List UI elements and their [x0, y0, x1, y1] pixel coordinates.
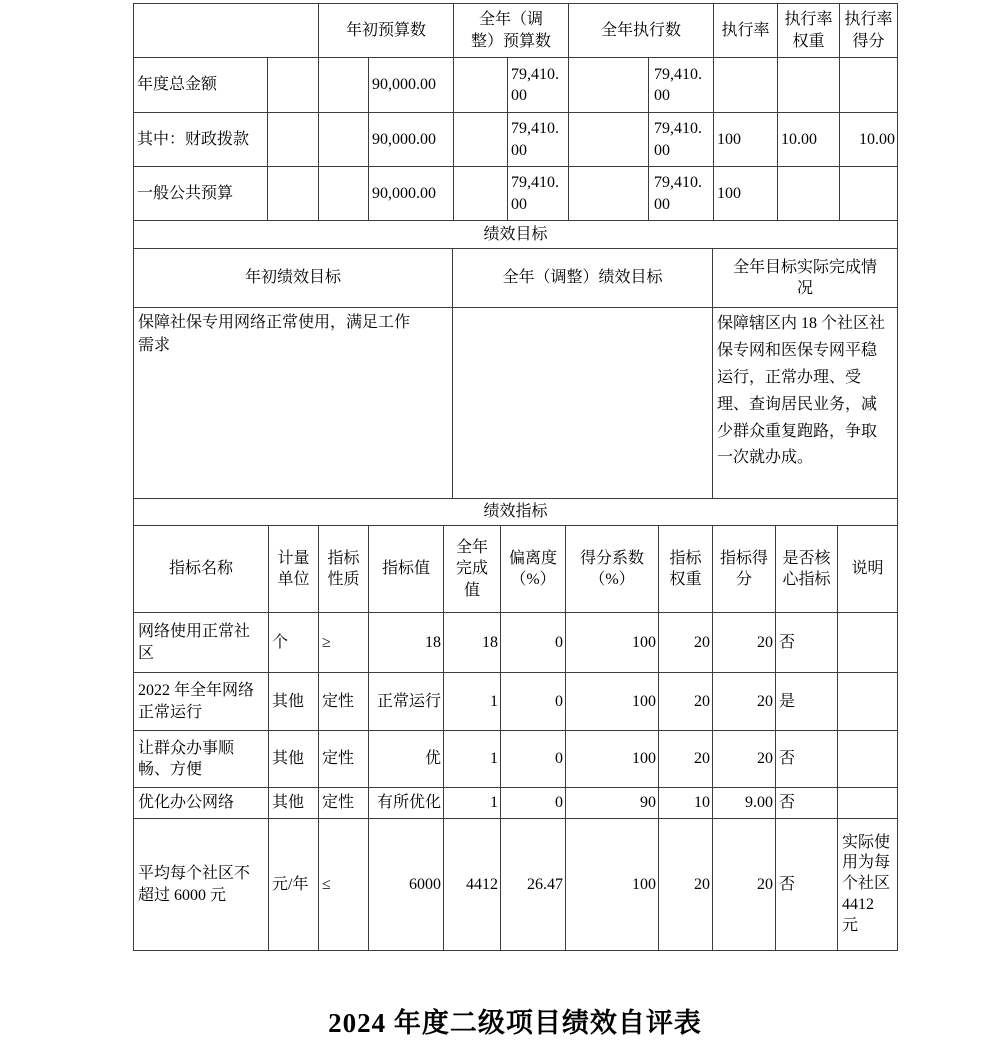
indicator-header-weight: 指标权重 — [659, 526, 713, 613]
indicator-unit: 元/年 — [269, 819, 319, 951]
exec-rate-weight-value: 10.00 — [778, 113, 840, 167]
indicator-completed: 1 — [444, 788, 501, 819]
goal-banner-row — [134, 221, 898, 249]
indicator-unit: 其他 — [269, 731, 319, 788]
goal-header-row — [134, 249, 898, 308]
blank-cell — [319, 167, 369, 221]
page-title: 2024 年度二级项目绩效自评表 — [328, 1008, 702, 1038]
actual-completion-text: 保障辖区内 18 个社区社保专网和医保专网平稳运行，正常办理、受理、查询居民业务，减少群众重复跑路，争取一次就办成。 — [713, 308, 898, 499]
indicator-name: 网络使用正常社区 — [134, 613, 269, 673]
blank-cell — [454, 58, 508, 113]
indicator-completed: 18 — [444, 613, 501, 673]
indicator-header-coefficient: 得分系数（%） — [566, 526, 659, 613]
indicator-deviation: 0 — [501, 613, 566, 673]
performance-report — [133, 3, 897, 951]
blank-cell — [319, 58, 369, 113]
indicator-header-target: 指标值 — [369, 526, 444, 613]
indicator-coefficient: 100 — [566, 613, 659, 673]
indicator-nature: ≥ — [319, 613, 369, 673]
blank-cell — [569, 58, 649, 113]
indicator-header-core: 是否核心指标 — [776, 526, 838, 613]
indicator-table — [133, 498, 898, 951]
adjusted-budget-value: 79,410.00 — [508, 113, 569, 167]
indicator-core: 否 — [776, 731, 838, 788]
executed-value: 79,410.00 — [649, 167, 714, 221]
indicator-note — [838, 731, 898, 788]
budget-row-fiscal — [134, 113, 898, 167]
indicator-header-nature: 指标性质 — [319, 526, 369, 613]
indicator-target: 18 — [369, 613, 444, 673]
exec-rate-value: 100 — [714, 167, 778, 221]
indicator-header-row — [134, 526, 898, 613]
blank-cell — [268, 167, 319, 221]
indicator-nature: 定性 — [319, 673, 369, 731]
budget-header-blank — [134, 4, 319, 58]
initial-goal-text: 保障社保专用网络正常使用，满足工作需求 — [134, 308, 453, 499]
goal-section-title: 绩效目标 — [134, 221, 898, 249]
budget-header-exec-rate-score: 执行率得分 — [840, 4, 898, 58]
indicator-weight: 20 — [659, 819, 713, 951]
indicator-row — [134, 788, 898, 819]
exec-rate-score-value — [840, 167, 898, 221]
indicator-weight: 20 — [659, 613, 713, 673]
indicator-core: 否 — [776, 613, 838, 673]
indicator-deviation: 0 — [501, 731, 566, 788]
indicator-nature: 定性 — [319, 788, 369, 819]
budget-header-exec-rate: 执行率 — [714, 4, 778, 58]
exec-rate-score-value: 10.00 — [840, 113, 898, 167]
indicator-score: 20 — [713, 819, 776, 951]
budget-header-initial: 年初预算数 — [319, 4, 454, 58]
adjusted-budget-value: 79,410.00 — [508, 58, 569, 113]
budget-row-label: 年度总金额 — [134, 58, 268, 113]
initial-budget-value: 90,000.00 — [369, 113, 454, 167]
blank-cell — [319, 113, 369, 167]
adjusted-budget-value: 79,410.00 — [508, 167, 569, 221]
budget-row-total — [134, 58, 898, 113]
indicator-header-deviation: 偏离度（%） — [501, 526, 566, 613]
indicator-name: 让群众办事顺畅、方便 — [134, 731, 269, 788]
indicator-row — [134, 673, 898, 731]
indicator-score: 20 — [713, 613, 776, 673]
indicator-unit: 个 — [269, 613, 319, 673]
indicator-core: 否 — [776, 788, 838, 819]
blank-cell — [454, 113, 508, 167]
budget-row-label: 其中：财政拨款 — [134, 113, 268, 167]
budget-table — [133, 3, 898, 221]
budget-header-row — [134, 4, 898, 58]
indicator-nature: ≤ — [319, 819, 369, 951]
indicator-note — [838, 613, 898, 673]
indicator-score: 20 — [713, 731, 776, 788]
indicator-score: 9.00 — [713, 788, 776, 819]
goal-content-row — [134, 308, 898, 499]
indicator-coefficient: 100 — [566, 673, 659, 731]
indicator-name: 2022 年全年网络正常运行 — [134, 673, 269, 731]
budget-header-executed: 全年执行数 — [569, 4, 714, 58]
indicator-deviation: 26.47 — [501, 819, 566, 951]
exec-rate-weight-value — [778, 167, 840, 221]
exec-rate-value: 100 — [714, 113, 778, 167]
budget-row-public — [134, 167, 898, 221]
blank-cell — [569, 167, 649, 221]
indicator-header-note: 说明 — [838, 526, 898, 613]
indicator-score: 20 — [713, 673, 776, 731]
exec-rate-score-value — [840, 58, 898, 113]
goal-header-actual: 全年目标实际完成情况 — [713, 249, 898, 308]
indicator-weight: 20 — [659, 731, 713, 788]
indicator-banner-row — [134, 499, 898, 526]
indicator-completed: 1 — [444, 731, 501, 788]
goal-table — [133, 220, 898, 499]
blank-cell — [268, 113, 319, 167]
indicator-header-score: 指标得分 — [713, 526, 776, 613]
goal-header-adjusted: 全年（调整）绩效目标 — [453, 249, 713, 308]
indicator-weight: 20 — [659, 673, 713, 731]
executed-value: 79,410.00 — [649, 113, 714, 167]
indicator-header-unit: 计量单位 — [269, 526, 319, 613]
indicator-header-name: 指标名称 — [134, 526, 269, 613]
indicator-completed: 4412 — [444, 819, 501, 951]
budget-row-label: 一般公共预算 — [134, 167, 268, 221]
goal-header-initial: 年初绩效目标 — [134, 249, 453, 308]
indicator-name: 平均每个社区不超过 6000 元 — [134, 819, 269, 951]
indicator-nature: 定性 — [319, 731, 369, 788]
adjusted-goal-text — [453, 308, 713, 499]
indicator-deviation: 0 — [501, 673, 566, 731]
blank-cell — [569, 113, 649, 167]
indicator-target: 6000 — [369, 819, 444, 951]
exec-rate-value — [714, 58, 778, 113]
indicator-note — [838, 673, 898, 731]
indicator-unit: 其他 — [269, 673, 319, 731]
indicator-coefficient: 100 — [566, 819, 659, 951]
indicator-row — [134, 731, 898, 788]
budget-header-exec-rate-weight: 执行率权重 — [778, 4, 840, 58]
indicator-target: 优 — [369, 731, 444, 788]
exec-rate-weight-value — [778, 58, 840, 113]
indicator-unit: 其他 — [269, 788, 319, 819]
executed-value: 79,410.00 — [649, 58, 714, 113]
indicator-deviation: 0 — [501, 788, 566, 819]
indicator-name: 优化办公网络 — [134, 788, 269, 819]
indicator-target: 正常运行 — [369, 673, 444, 731]
indicator-header-completed: 全年完成值 — [444, 526, 501, 613]
indicator-weight: 10 — [659, 788, 713, 819]
initial-budget-value: 90,000.00 — [369, 58, 454, 113]
blank-cell — [454, 167, 508, 221]
indicator-coefficient: 90 — [566, 788, 659, 819]
indicator-core: 是 — [776, 673, 838, 731]
indicator-completed: 1 — [444, 673, 501, 731]
indicator-target: 有所优化 — [369, 788, 444, 819]
indicator-coefficient: 100 — [566, 731, 659, 788]
budget-header-adjusted: 全年（调整）预算数 — [454, 4, 569, 58]
indicator-note: 实际使用为每个社区 4412 元 — [838, 819, 898, 951]
indicator-row — [134, 819, 898, 951]
indicator-core: 否 — [776, 819, 838, 951]
indicator-section-title: 绩效指标 — [134, 499, 898, 526]
indicator-note — [838, 788, 898, 819]
blank-cell — [268, 58, 319, 113]
indicator-row — [134, 613, 898, 673]
initial-budget-value: 90,000.00 — [369, 167, 454, 221]
